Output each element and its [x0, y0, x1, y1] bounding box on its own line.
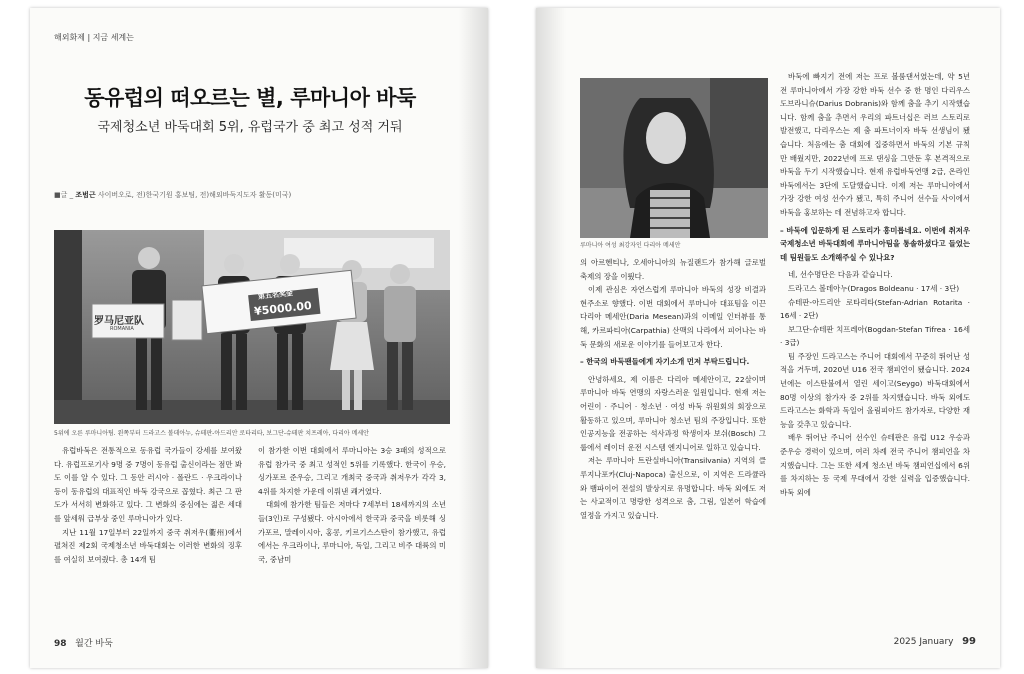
player-entry: 슈테판-아드리안 로타리타(Stefan-Adrian Rotarita · 16세 · 2단): [780, 297, 970, 321]
interview-question: – 바둑에 입문하게 된 스토리가 흥미롭네요. 이번에 취저우 국제청소년 바둑대회에 루마니아팀을 통솔하셨다고 들었는데 팀원들도 소개해주실 수 있나요?: [780, 225, 970, 262]
paragraph: 바둑에 빠지기 전에 저는 프로 볼룸댄서였는데, 약 5년 전 루마니아에서 가장 강한 바둑 선수 중 한 명인 다리우스 도브라니슈(Darius Dobranis)와 함께 춤을 추기 시작했습니다. 함께 춤을 추면서 우리의 파트너십은 러브 스토리로 발전했고, 다리우스는 제 춤 파트너이자 바둑 선생님이 됐습니다. 처음에는 춤 대회에 집중하면서 바둑의 기본 규칙만 배웠지만, 2022년에 프로 댄싱을 그만둔 후 본격적으로 바둑을 두기 시작했습니다. 현재 유럽바둑연맹 2급, 온라인 바둑에서는 3단에 도달했습니다. 이제 저는 루마니아에서 가장 강한 여성 선수가 됐고, 특히 주니어 선수들 사이에서 바둑을 홍보하는 데 전념하고자 합니다.: [780, 72, 970, 217]
paragraph: 네, 선수명단은 다음과 같습니다.: [788, 270, 893, 280]
portrait-photo: [580, 78, 768, 238]
byline-prefix: ■글 _: [54, 191, 74, 199]
prize-board-label: 第五名奖金: [257, 289, 294, 301]
right-folio: [894, 636, 976, 647]
portrait-caption: 루마니아 여성 최강자인 다리아 메세안: [580, 242, 681, 249]
gutter-shadow: [536, 8, 566, 668]
right-page: [536, 8, 1000, 668]
team-banner-text: 罗马尼亚队: [94, 316, 144, 327]
right-column-1: [580, 256, 766, 522]
issue-date: 2025 January: [893, 637, 954, 647]
magazine-name: 월간 바둑: [75, 639, 113, 649]
paragraph: 이제 관심은 자연스럽게 루마니아 바둑의 성장 비결과 현주소로 향했다. 이번 대회에서 루마니아 대표팀을 이끈 다리아 메세안(Daria Mesean)과의 이메일 인터뷰를 통해, 카르파티아(Carpathia) 산맥의 나라에서 피어나는 바둑 문화의 새로운 이야기를 들어보고자 한다.: [580, 285, 766, 349]
interview-question: – 한국의 바둑팬들에게 자기소개 먼저 부탁드립니다.: [580, 357, 750, 367]
paragraph: 안녕하세요, 제 이름은 다리아 메세안이고, 22살이며 루마니아 바둑 연맹의 자랑스러운 일원입니다. 현재 저는 어린이 · 주니어 · 청소년 · 여성 바둑 위원회의 회장으로 활동하고 있으며, 루마니아 청소년 팀의 주장입니다. 또한 인공지능을 전공하는 석사과정 학생이자 보쉬(Bosch) 그룹에서 레이더 운전 시스템 엔지니어로 일하고 있습니다.: [580, 374, 766, 452]
player-entry: 드라고스 볼데아누(Dragos Boldeanu · 17세 · 3단): [788, 283, 960, 293]
article-title: 동유럽의 떠오르는 별, 루마니아 바둑: [84, 86, 416, 110]
prize-board-amount: ¥5000.00: [253, 299, 313, 318]
paragraph: 유럽바둑은 전통적으로 동유럽 국가들이 강세를 보여왔다. 유럽프로기사 9명 중 7명이 동유럽 출신이라는 점만 봐도 이를 알 수 있다. 그 동안 러시아 · 폴란드 · 우크라이나 등이 동유럽의 대표적인 바둑 강국으로 꼽혔다. 최근 그 판도가 서서히 변화하고 있다. 그 변화의 중심에는 젊은 세대를 앞세워 급부상 중인 루마니아가 있다.: [54, 446, 242, 523]
team-banner-subtext: ROMANIA: [110, 326, 134, 332]
page-number: 99: [962, 636, 976, 647]
author-name: 조범근: [75, 191, 96, 199]
paragraph: 의 아르헨티나, 오세아니아의 뉴질랜드가 참가해 글로벌 축제의 장을 이뤘다.: [580, 258, 766, 281]
left-column-1: [54, 444, 242, 566]
team-photo: [54, 230, 450, 424]
paragraph: 대회에 참가한 팀들은 저마다 7세부터 18세까지의 소년들(3인)로 구성됐다. 아시아에서 한국과 중국을 비롯해 싱가포르, 말레이시아, 홍콩, 키르기스스탄이 참가했고, 유럽에서는 우크라이나, 루마니아, 독일, 그리고 비주 대륙의 미국, 중남미: [258, 500, 446, 564]
left-folio: [54, 636, 113, 649]
paragraph: 배우 뛰어난 주니어 선수인 슈테판은 유럽 U12 우승과 준우승 경력이 있으며, 여러 차례 전국 주니어 챔피언을 차지했습니다. 그는 또한 세계 청소년 바둑 챔피언십에서 6위를 차지하는 등 국제 무대에서 강한 실력을 입증했습니다. 바둑 외에: [780, 433, 970, 497]
paragraph: 팀 주장인 드라고스는 주니어 대회에서 꾸준히 뛰어난 성적을 거두며, 2020년 U16 전국 챔피언이 됐습니다. 2024년에는 이스탄불에서 열린 세이고(Seygo) 바둑대회에서 80명 이상의 참가자 중 2위를 차지했습니다. 바둑 외에도 드라고스는 화학과 독일어 올림피아드 참가자로, 다양한 재능을 갖추고 있습니다.: [780, 351, 970, 429]
page-number: 98: [54, 639, 67, 649]
paragraph: 저는 루마니아 트란실바니아(Transilvania) 지역의 클루지나포카(Cluj-Napoca) 출신으로, 이 지역은 드라큘라와 뱀파이어 전설의 발상지로 유명합니다. 바둑 외에도 저는 사교적이고 명랑한 성격으로 춤, 그림, 일본어 학습에 열정을 가지고 있습니다.: [580, 456, 766, 520]
right-column-2: [780, 70, 970, 499]
paragraph: 지난 11월 17일부터 22일까지 중국 취저우(衢州)에서 펼쳐진 제2회 국제청소년 바둑대회는 이러한 변화의 징후를 여실히 보여줬다. 총 14개 팀: [54, 527, 242, 564]
left-page: [30, 8, 488, 668]
player-entry: 보그단-슈테판 치프레아(Bogdan-Stefan Tifrea · 16세 · 3급): [780, 324, 970, 348]
author-desc: 사이버오로, 전)한국기원 홍보팀, 전)해외바둑지도자 활동(미국): [97, 191, 292, 199]
section-label: 해외화제 | 지금 세계는: [54, 33, 134, 42]
byline: [54, 190, 291, 200]
left-column-2: [258, 444, 446, 566]
portrait-image: [580, 78, 768, 238]
photo-caption: 5위에 오른 루마니아팀. 왼쪽부터 드라고스 볼데아누, 슈테판-아드리안 로타리타, 보그단-슈테판 치프레아, 다리아 메세안: [54, 430, 369, 437]
paragraph: 이 참가한 이번 대회에서 루마니아는 3승 3패의 성적으로 유럽 참가국 중 최고 성적인 5위를 기록했다. 한국이 우승, 싱가포르 준우승, 그리고 개최국 중국과 취저우가 각각 3, 4위를 차지한 가운데 이뤄낸 쾌거였다.: [258, 446, 446, 496]
article-subtitle: 국제청소년 바둑대회 5위, 유럽국가 중 최고 성적 거둬: [97, 120, 403, 135]
